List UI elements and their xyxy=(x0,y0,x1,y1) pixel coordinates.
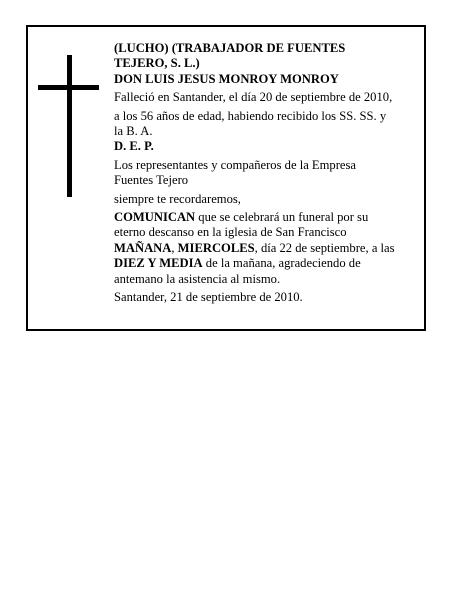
funeral-date-line xyxy=(114,241,422,256)
deceased-name: DON LUIS JESUS MONROY MONROY xyxy=(114,71,339,86)
death-line-1: Falleció en Santander, el día 20 de septiembre de 2010, xyxy=(114,90,393,105)
funeral-line-1 xyxy=(114,210,422,225)
manana-label: MAÑANA xyxy=(114,240,172,255)
date-rest: , día 22 de septiembre, a las xyxy=(254,240,395,255)
notice-text xyxy=(114,41,422,306)
nickname-line-1: (LUCHO) (TRABAJADOR DE FUENTES xyxy=(114,41,346,55)
cross-horizontal-bar xyxy=(38,85,99,90)
funeral-line-2: eterno descanso en la iglesia de San Francisco xyxy=(114,225,347,240)
obituary-notice xyxy=(26,25,426,331)
time-label: DIEZ Y MEDIA xyxy=(114,256,203,271)
thanks-line: antemano la asistencia al mismo. xyxy=(114,271,281,286)
death-line-3: la B. A. xyxy=(114,124,153,139)
representatives-line-2: Fuentes Tejero xyxy=(114,173,189,188)
comma-separator: , xyxy=(171,240,178,255)
time-rest: de la mañana, agradeciendo de xyxy=(202,256,361,271)
miercoles-label: MIERCOLES xyxy=(177,240,255,255)
cross-vertical-bar xyxy=(67,55,72,197)
place-date-line: Santander, 21 de septiembre de 2010. xyxy=(114,290,303,305)
remember-line: siempre te recordaremos, xyxy=(114,191,241,206)
funeral-line-1-rest: que se celebrará un funeral por su xyxy=(195,210,369,225)
death-line-2: a los 56 años de edad, habiendo recibido los SS. SS. y xyxy=(114,108,387,123)
funeral-time-line xyxy=(114,256,422,271)
representatives-line-1: Los representantes y compañeros de la Empresa xyxy=(114,157,356,172)
dep-label: D. E. P. xyxy=(114,139,154,154)
nickname-line-2: TEJERO, S. L.) xyxy=(114,56,200,71)
comunican-label: COMUNICAN xyxy=(114,210,196,225)
